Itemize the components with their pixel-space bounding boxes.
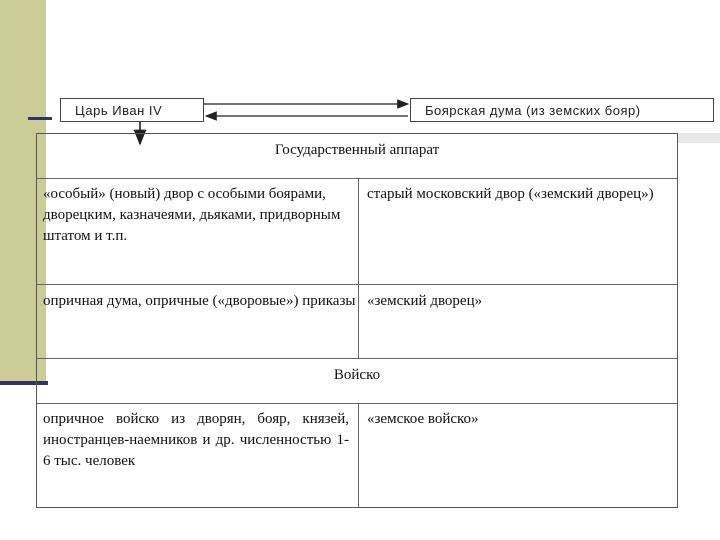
zemshchina-army-cell: «земское войско» (367, 411, 479, 427)
divider (37, 178, 677, 179)
divider (358, 403, 359, 507)
apparatus-title: Государственный аппарат (274, 142, 440, 158)
boyar-duma-label: Боярская дума (из земских бояр) (425, 103, 641, 118)
oprichnina-army-cell: опричное войско из дворян, бояр, князей, иностранцев-наемников и др. численностью 1-6 тыс. человек (43, 411, 349, 469)
tsar-label: Царь Иван IV (75, 103, 163, 118)
divider (37, 403, 677, 404)
zemshchina-palace-cell: «земский дворец» (367, 293, 483, 309)
divider (37, 284, 677, 285)
oprichnina-court-cell: «особый» (новый) двор с особыми боярами, дворецким, казначеями, дьяками, придворным штатом и т.п. (43, 186, 341, 244)
army-title: Войско (333, 367, 381, 383)
divider (37, 358, 677, 359)
oprichnina-duma-cell: опричная дума, опричные («дворовые») приказы (43, 293, 356, 309)
zemshchina-court-cell: старый московский двор («земский дворец») (367, 186, 654, 202)
state-structure-table (36, 133, 678, 508)
divider (358, 178, 359, 358)
